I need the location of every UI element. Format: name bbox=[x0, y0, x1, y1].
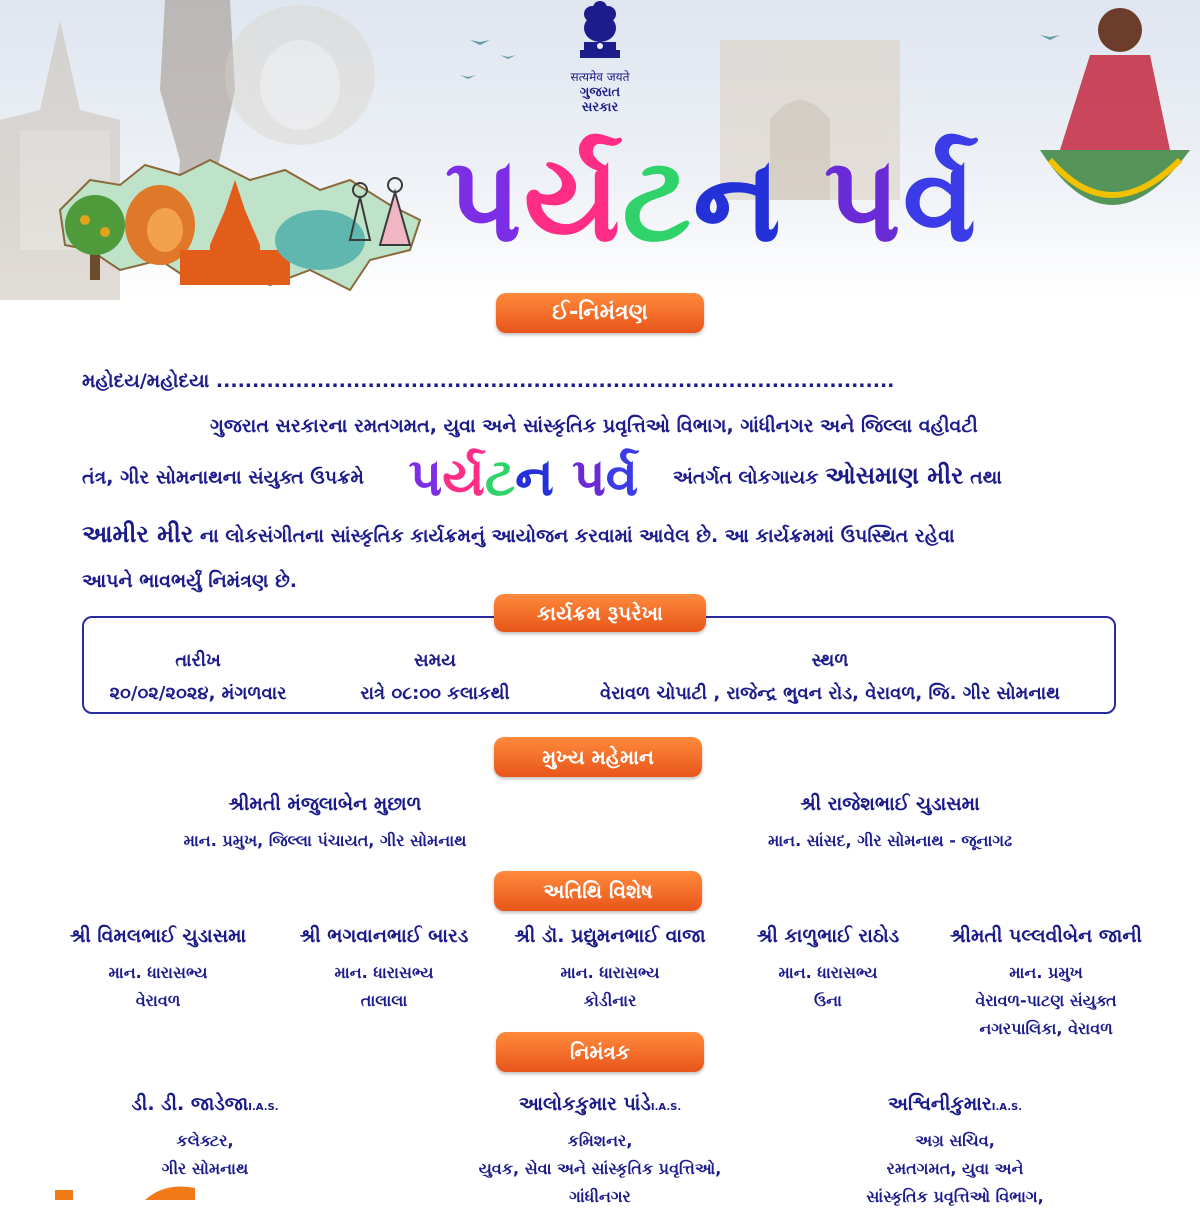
hosts-badge: નિમંત્રક bbox=[496, 1032, 704, 1072]
festival-title bbox=[445, 130, 979, 268]
special-guest-2-name: શ્રી ભગવાનભાઈ બારડ bbox=[299, 925, 469, 947]
special-guest-3 bbox=[492, 925, 728, 1015]
special-guest-4-line2: ઉના bbox=[814, 991, 842, 1010]
title-letter: ટ bbox=[622, 130, 693, 268]
tourism-logo-fragment bbox=[55, 1180, 205, 1200]
schedule-place bbox=[560, 650, 1100, 704]
lion-illustration bbox=[225, 5, 375, 145]
host-3-line3: સાંસ્કૃતિક પ્રવૃત્તિઓ વિભાગ, bbox=[866, 1187, 1044, 1206]
schedule-place-label: સ્થળ bbox=[811, 650, 849, 671]
title-letter: ટ bbox=[484, 448, 516, 508]
schedule-time-label: સમય bbox=[413, 650, 457, 671]
special-guest-3-name: શ્રી ડૉ. પ્રદ્યુમનભાઈ વાજા bbox=[514, 925, 706, 947]
chief-guest-2 bbox=[690, 793, 1090, 855]
title-letter: ર્ય bbox=[442, 448, 485, 508]
special-guest-2 bbox=[266, 925, 502, 1015]
host-2-line3: ગાંધીનગર bbox=[569, 1187, 631, 1206]
host-1-line1: કલેક્ટર, bbox=[176, 1131, 234, 1150]
host-3-line2: રમતગમત, યુવા અને bbox=[886, 1159, 1024, 1178]
title-letter: પ bbox=[408, 448, 443, 508]
special-guest-4 bbox=[710, 925, 946, 1015]
invitation-line-1: ગુજરાત સરકારના રમતગમત, યુવા અને સાંસ્કૃતિક પ્રવૃત્તિઓ વિભાગ, ગાંધીનગર અને જિલ્લા વહીવટી bbox=[210, 415, 978, 437]
title-letter: ન bbox=[515, 448, 554, 508]
schedule-time-value: રાત્રે ૦૮:૦૦ કલાકથી bbox=[360, 683, 510, 704]
special-guest-2-line1: માન. ધારાસભ્ય bbox=[334, 963, 434, 982]
special-guest-2-line2: તાલાલા bbox=[360, 991, 408, 1010]
host-1 bbox=[80, 1093, 330, 1183]
special-guest-1-line1: માન. ધારાસભ્ય bbox=[108, 963, 208, 982]
title-letter: પ bbox=[445, 130, 524, 268]
chief-guest-2-title: માન. સાંસદ, ગીર સોમનાથ - જૂનાગઢ bbox=[767, 831, 1013, 850]
title-letter: ર્વ bbox=[605, 448, 639, 508]
invitation-line-2-pre: તંત્ર, ગીર સોમનાથના સંયુક્ત ઉપક્રમે bbox=[82, 466, 364, 489]
host-2-line2: યુવક, સેવા અને સાંસ્કૃતિક પ્રવૃત્તિઓ, bbox=[478, 1159, 722, 1178]
special-guest-3-line2: કોડીનાર bbox=[583, 991, 637, 1010]
emblem-government-name: ગુજરાત સરકાર bbox=[579, 85, 621, 115]
singer-name-1: ઓસમાણ મીર bbox=[825, 461, 964, 490]
title-letter: ર્વ bbox=[902, 130, 979, 268]
gujarat-map-illustration bbox=[50, 150, 430, 300]
invitation-line-3-text: ના લોકસંગીતના સાંસ્કૃતિક કાર્યક્રમનું આયોજન કરવામાં આવેલ છે. આ કાર્યક્રમમાં ઉપસ્થિત રહેવા bbox=[199, 525, 955, 547]
invitation-line-2-end: તથા bbox=[970, 466, 1002, 489]
special-guests-badge: અતિથિ વિશેષ bbox=[494, 871, 702, 911]
special-guest-5-line2: વેરાવળ-પાટણ સંયુક્ત bbox=[975, 991, 1117, 1010]
chief-guest-1 bbox=[125, 793, 525, 855]
festival-title-inline bbox=[409, 448, 639, 508]
host-3-ias: I.A.S. bbox=[991, 1102, 1022, 1113]
special-guest-3-line1: માન. ધારાસભ્ય bbox=[560, 963, 660, 982]
schedule-place-value: વેરાવળ ચોપાટી , રાજેન્દ્ર ભુવન રોડ, વેરાવળ, જિ. ગીર સોમનાથ bbox=[600, 683, 1060, 704]
title-letter: પ bbox=[824, 130, 903, 268]
national-emblem bbox=[560, 0, 640, 115]
host-3-name: અશ્વિનીકુમાર bbox=[887, 1093, 992, 1115]
special-guest-1-line2: વેરાવળ bbox=[135, 991, 181, 1010]
salutation-line: મહોદય/મહોદયા .............................................................................................. bbox=[82, 370, 895, 392]
invitation-line-3 bbox=[82, 520, 955, 548]
host-2-ias: I.A.S. bbox=[650, 1102, 682, 1113]
chief-guest-2-name: શ્રી રાજેશભાઈ ચુડાસમા bbox=[800, 793, 980, 815]
title-letter: પ bbox=[572, 448, 606, 508]
special-guest-4-line1: માન. ધારાસભ્ય bbox=[778, 963, 878, 982]
host-3-line1: અગ્ર સચિવ, bbox=[915, 1131, 995, 1150]
host-1-ias: I.A.S. bbox=[248, 1102, 279, 1113]
special-guest-1 bbox=[40, 925, 276, 1015]
schedule-date-label: તારીખ bbox=[175, 650, 221, 671]
special-guest-1-name: શ્રી વિમલભાઈ ચુડાસમા bbox=[69, 925, 247, 947]
invitation-line-2 bbox=[82, 448, 1002, 508]
schedule-date-value: ૨૦/૦૨/૨૦૨૪, મંગળવાર bbox=[109, 683, 287, 704]
e-invitation-badge: ઈ-નિમંત્રણ bbox=[496, 293, 704, 333]
invitation-line-4: આપને ભાવભર્યું નિમંત્રણ છે. bbox=[82, 570, 297, 592]
special-guest-4-name: શ્રી કાળુભાઈ રાઠોડ bbox=[756, 925, 900, 947]
ashoka-emblem-icon bbox=[570, 0, 630, 62]
chief-guest-1-name: શ્રીમતી મંજુલાબેન મુછાળ bbox=[228, 793, 422, 815]
host-1-name: ડી. ડી. જાડેજા bbox=[131, 1093, 249, 1115]
title-letter: ન bbox=[692, 130, 783, 268]
schedule-time bbox=[335, 650, 535, 704]
host-2 bbox=[420, 1093, 780, 1211]
emblem-motto: सत्यमेव जयते bbox=[570, 70, 630, 84]
schedule-date bbox=[98, 650, 298, 704]
dancer-illustration bbox=[1040, 8, 1190, 205]
host-1-line2: ગીર સોમનાથ bbox=[161, 1159, 249, 1178]
title-letter: ર્ય bbox=[523, 130, 623, 268]
special-guest-5-line3: નગરપાલિકા, વેરાવળ bbox=[979, 1019, 1113, 1038]
invitation-line-2-post: અંતર્ગત લોકગાયક bbox=[672, 466, 819, 489]
special-guest-5-name: શ્રીમતી પલ્લવીબેન જાની bbox=[950, 925, 1142, 947]
host-3 bbox=[800, 1093, 1110, 1211]
host-2-line1: કમિશનર, bbox=[567, 1131, 633, 1150]
singer-name-2: આમીર મીર bbox=[82, 520, 194, 548]
special-guest-5-line1: માન. પ્રમુખ bbox=[1009, 963, 1083, 982]
chief-guests-badge: મુખ્ય મહેમાન bbox=[494, 737, 702, 777]
chief-guest-1-title: માન. પ્રમુખ, જિલ્લા પંચાયત, ગીર સોમનાથ bbox=[183, 831, 467, 850]
schedule-badge: કાર્યક્રમ રૂપરેખા bbox=[494, 594, 706, 632]
host-2-name: આલોકકુમાર પાંડે bbox=[518, 1093, 651, 1115]
special-guest-5 bbox=[916, 925, 1176, 1043]
